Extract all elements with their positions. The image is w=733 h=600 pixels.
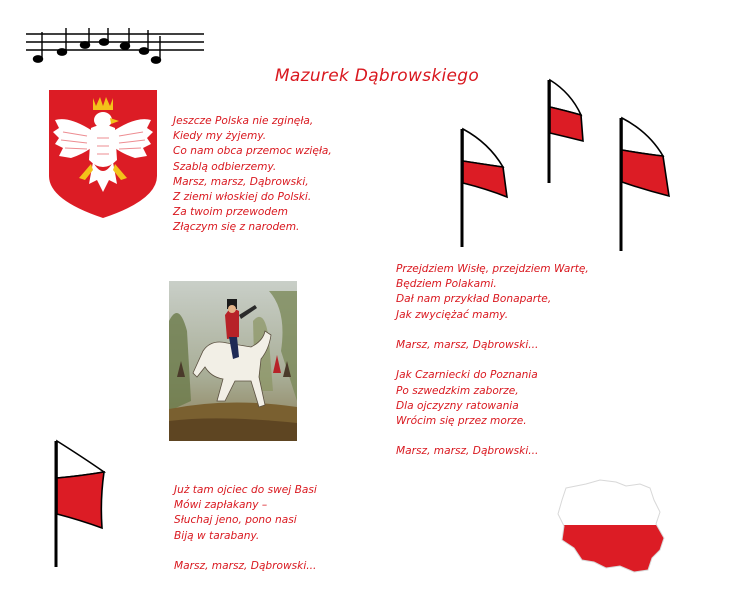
- verse-line: Wrócim się przez morze.: [396, 415, 527, 427]
- verse-line: Już tam ojciec do swej Basi: [174, 484, 317, 496]
- verse-line: [174, 544, 317, 559]
- verse-line: Marsz, marsz, Dąbrowski...: [396, 339, 539, 351]
- verse-line: Dał nam przykład Bonaparte,: [396, 293, 552, 306]
- verse-line: Po szwedzkim zaborze,: [396, 384, 519, 397]
- page-title: Mazurek Dąbrowskiego: [274, 66, 480, 86]
- verse-3: [174, 483, 317, 574]
- verse-line: [396, 429, 589, 444]
- verse-line: Za twoim przewodem: [173, 206, 288, 219]
- poland-map-flag-icon: [556, 478, 668, 576]
- verse-line: Jak zwyciężać mamy.: [396, 308, 509, 321]
- verse-line: [396, 353, 589, 368]
- painting-rider-on-horse: [169, 281, 297, 441]
- verse-line: [396, 323, 589, 338]
- verse-line: Będziem Polakami.: [396, 278, 497, 291]
- verse-line: Mówi zapłakany –: [174, 499, 268, 512]
- verse-1: [173, 114, 332, 236]
- verse-line: Jeszcze Polska nie zginęła,: [173, 115, 314, 127]
- verse-line: Słuchaj jeno, pono nasi: [174, 514, 297, 527]
- verse-line: Marsz, marsz, Dąbrowski...: [396, 445, 539, 458]
- flag-icon: [615, 114, 675, 254]
- verse-2: [396, 262, 589, 460]
- music-notes-icon: [22, 28, 207, 70]
- verse-line: Co nam obca przemoc wzięła,: [173, 145, 332, 158]
- verse-line: Marsz, marsz, Dąbrowski...: [174, 560, 317, 572]
- verse-line: Szablą odbierzemy.: [173, 160, 277, 173]
- verse-line: Złączym się z narodem.: [173, 221, 300, 234]
- verse-line: Z ziemi włoskiej do Polski.: [173, 191, 312, 204]
- flag-icon: [50, 438, 110, 570]
- verse-line: Jak Czarniecki do Poznania: [396, 369, 538, 382]
- verse-line: Biją w tarabany.: [174, 529, 260, 542]
- verse-line: Dla ojczyzny ratowania: [396, 399, 519, 412]
- flag-icon: [455, 125, 515, 250]
- verse-line: Przejdziem Wisłę, przejdziem Wartę,: [396, 263, 589, 275]
- verse-line: Marsz, marsz, Dąbrowski,: [173, 175, 309, 188]
- verse-line: Kiedy my żyjemy.: [173, 130, 267, 143]
- coat-of-arms-eagle-icon: [47, 88, 159, 220]
- flag-icon: [545, 77, 590, 187]
